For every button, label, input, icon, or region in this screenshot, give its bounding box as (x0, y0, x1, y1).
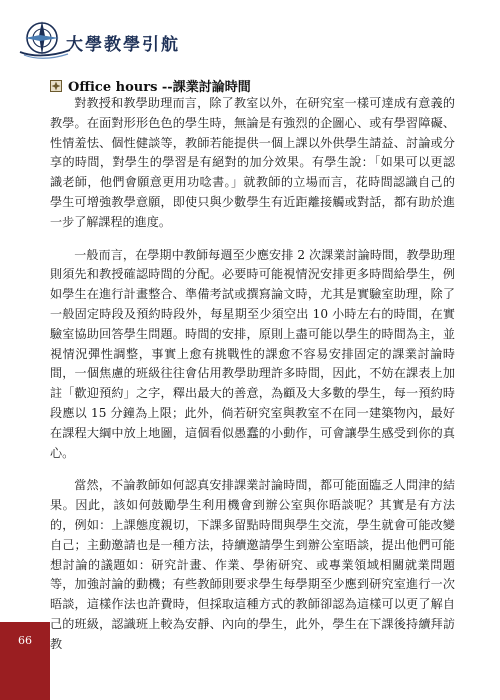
section-title: Office hours --課業討論時間 (68, 80, 251, 95)
bullet-icon (50, 80, 62, 92)
paragraph: 一般而言，在學期中教師每週至少應安排 2 次課業討論時間，教學助理則須先和教授確認時間的分配。必要時可能視情況安排更多時間給學生，例如學生在進行計畫整合、準備考試或撰寫論文時，尤其是實驗室助理，除了一般固定時段及預約時段外，每星期至少須空出 10 小時左右的時間，在實驗室協助回答學生問題。時間的安排，原則上盡可能以學生的時間為主，並視情況彈性調整，事實上愈有挑戰性的課愈不容易安排固定的課業討論時間，一個焦慮的班級往往會佔用教學助理許多時間，因此，不妨在課表上加註「歡迎預約」之字，釋出最大的善意，為顧及大多數的學生，每一預約時段應以 15 分鐘為上限；此外，倘若研究室與教室不在同一建築物內，最好在課程大綱中放上地圖，這個看似愚蠢的小動作，可會讓學生感受到你的真心。 (50, 247, 455, 460)
paragraph: 對教授和教學助理而言，除了教室以外，在研究室一樣可達成有意義的教學。在面對形形色色的學生時，無論是有強烈的企圖心、或有學習障礙、性情羞怯、個性健談等，教師若能提供一個上課以外供學生請益、討論或分享的時間，對學生的學習是有絕對的加分效果。有學生說：「如果可以更認識老師，他們會願意更用功唸書。」就教師的立場而言，花時間認識自己的學生可增強教學意願，即使只與少數學生有近距離接觸或對話，都有助於進一步了解課程的進度。 (50, 96, 455, 229)
page-header (18, 12, 318, 62)
paragraph: 當然，不論教師如何認真安排課業討論時間，都可能面臨乏人問津的結果。因此，該如何鼓勵學生利用機會到辦公室與你晤談呢？其實是有方法的，例如：上課態度親切，下課多留點時間與學生交流，學生就會可能改變自己；主動邀請也是一種方法，持續邀請學生到辦公室晤談，提出他們可能想討論的議題如：研究計畫、作業、學術研究、或專業領域相關就業問題等，加強討論的動機；有些教師則要求學生每學期至少應到研究室進行一次晤談，這樣作法也許費時，但採取這種方式的教師卻認為這樣可以更了解自己的班級，認識班上較為安靜、內向的學生，此外，學生在下課後持續拜訪教 (50, 478, 455, 651)
section-heading (50, 76, 251, 95)
header-title: 大學教學引航 (66, 35, 180, 55)
body-text (50, 94, 455, 668)
page-number: 66 (18, 634, 32, 647)
